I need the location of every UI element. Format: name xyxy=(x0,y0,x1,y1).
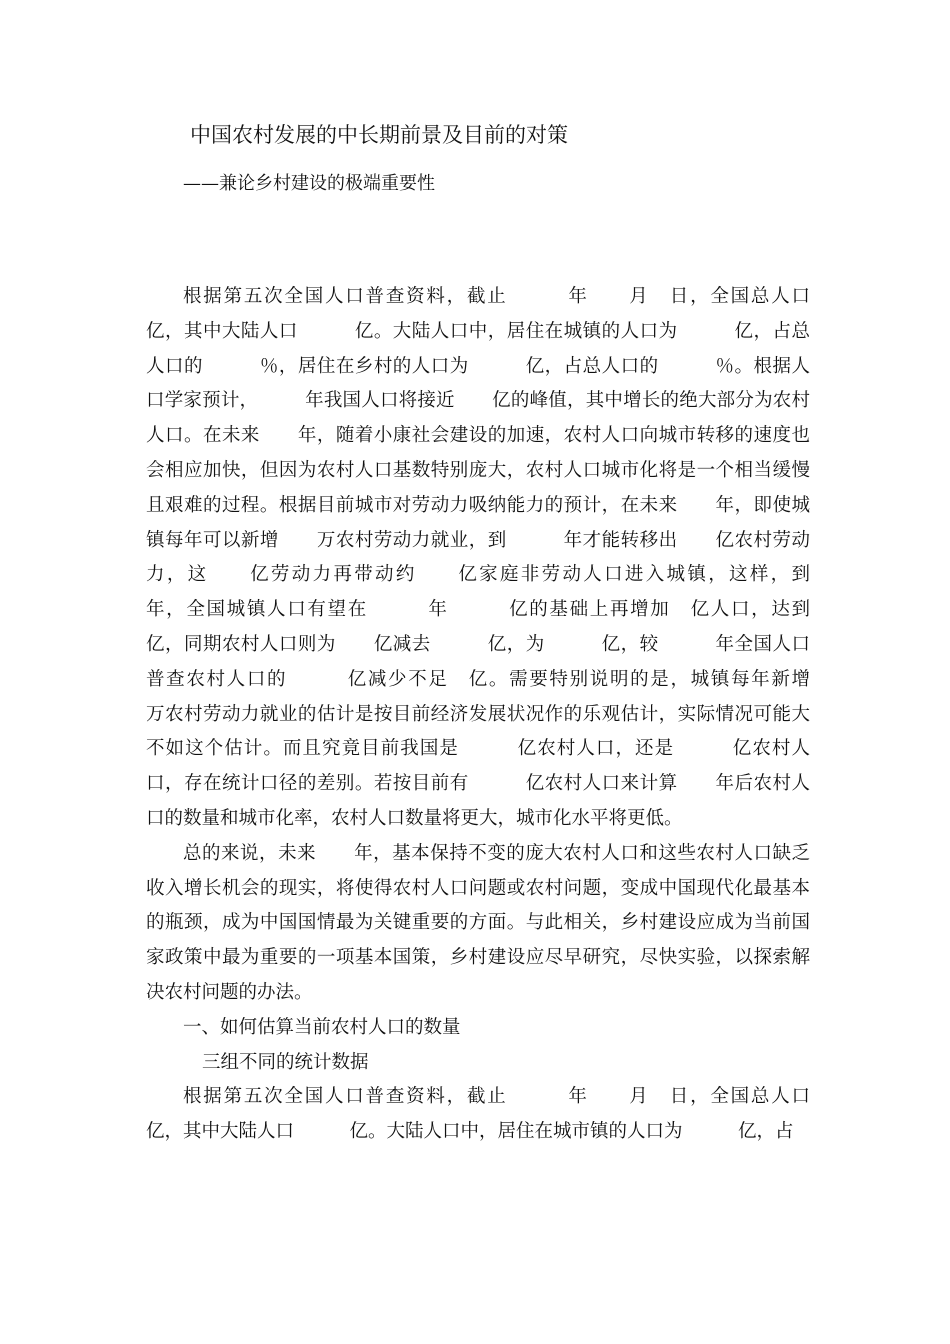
document-title: 中国农村发展的中长期前景及目前的对策 xyxy=(190,123,568,147)
subsection-heading: 三组不同的统计数据 xyxy=(202,1051,369,1073)
section-heading: 一、如何估算当前农村人口的数量 xyxy=(183,1016,461,1038)
paragraph-2: 总的来说，未来 年，基本保持不变的庞大农村人口和这些农村人口缺乏收入增长机会的现实，将使得农村人口问题或农村问题，变成中国现代化最基本的瓶颈，成为中国国情最为关键重要的方面。与此相关，乡村建设应成为当前国家政策中最为重要的一项基本国策，乡村建设应尽早研究，尽快实验，以探索解决农村问题的办法。 xyxy=(146,842,810,1003)
paragraph-1: 根据第五次全国人口普查资料，截止 年 月 日，全国总人口 亿，其中大陆人口 亿。大陆人口中，居住在城镇的人口为 亿，占总人口的 ％，居住在乡村的人口为 亿，占总人口的 ％。根据人口学家预计， 年我国人口将接近 亿的峰值，其中增长的绝大部分为农村人口。在未来 年，随着小康社会建设的加速，农村人口向城市转移的速度也会相应加快，但因为农村人口基数特别庞大，农村人口城市化将是一个相当缓慢且艰难的过程。根据目前城市对劳动力吸纳能力的预计，在未来 年，即使城镇每年可以新增 万农村劳动力就业，到 年才能转移出 亿农村劳动力，这 亿劳动力再带动约 亿家庭非劳动人口进入城镇，这样，到 年，全国城镇人口有望在 年 亿的基础上再增加 亿人口，达到 亿，同期农村人口则为 亿减去 亿，为 亿，较 年全国人口普查农村人口的 亿减少不足 亿。需要特别说明的是，城镇每年新增 万农村劳动力就业的估计是按目前经济发展状况作的乐观估计，实际情况可能大不如这个估计。而且究竟目前我国是 亿农村人口，还是 亿农村人口，存在统计口径的差别。若按目前有 亿农村人口来计算 年后农村人口的数量和城市化率，农村人口数量将更大，城市化水平将更低。 xyxy=(146,286,866,829)
document-body xyxy=(146,280,866,1150)
paragraph-3: 根据第五次全国人口普查资料，截止 年 月 日，全国总人口 亿，其中大陆人口 亿。大陆人口中，居住在城市镇的人口为 亿，占 xyxy=(146,1086,866,1143)
document-subtitle: ——兼论乡村建设的极端重要性 xyxy=(183,173,435,194)
